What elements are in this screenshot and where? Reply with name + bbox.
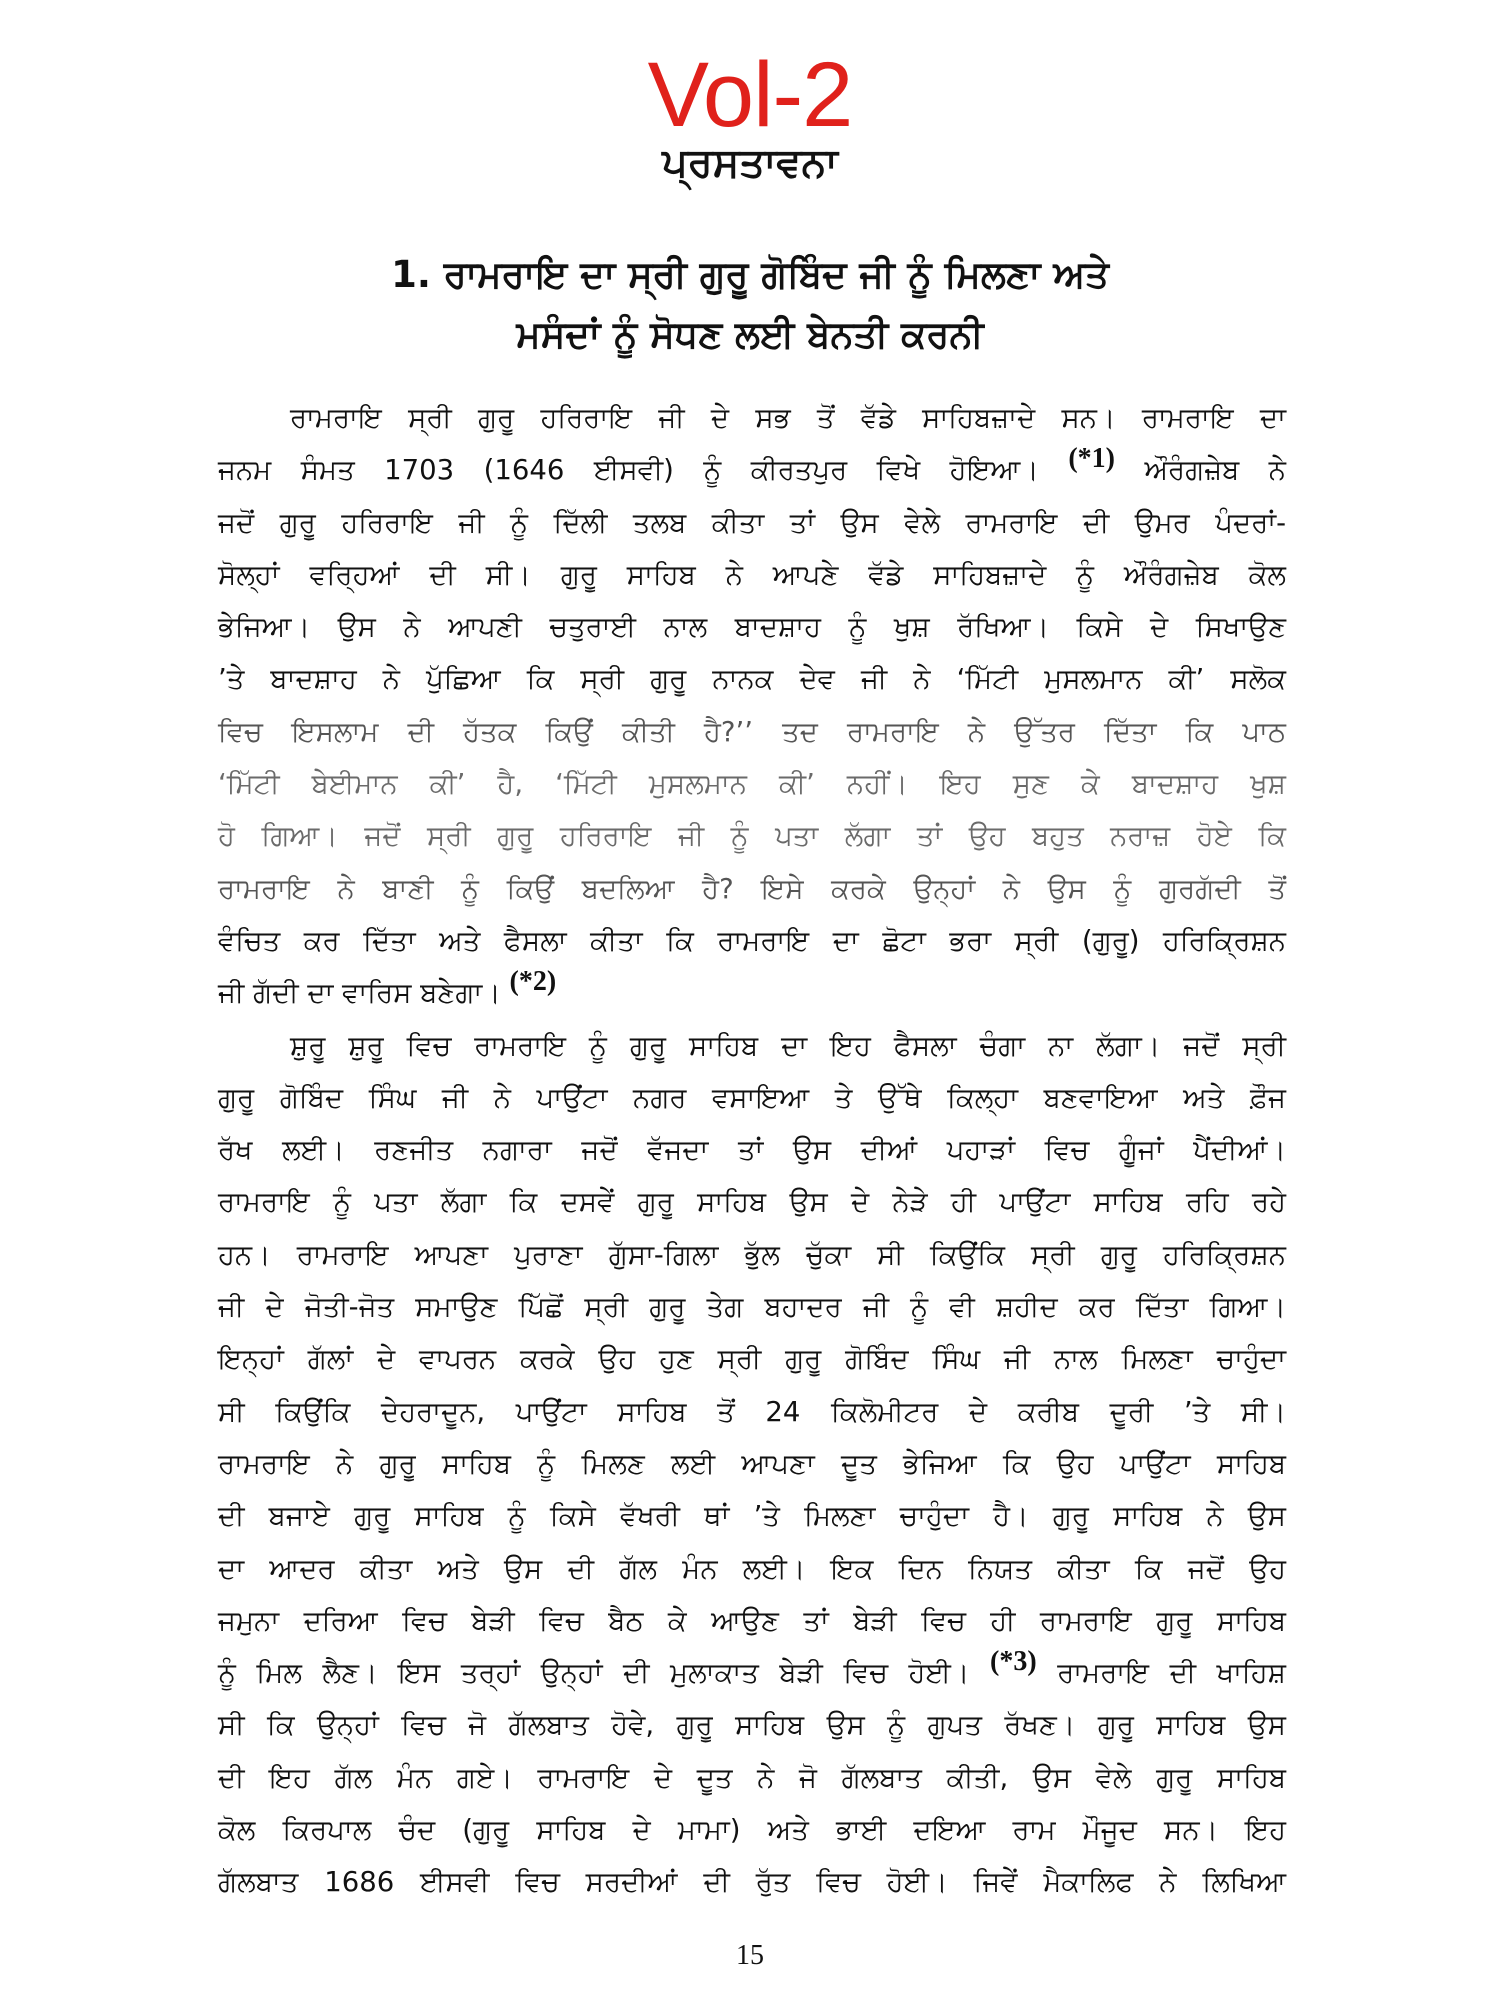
footnote-marker: (*3)	[990, 1646, 1037, 1678]
text-line: ਦੀ ਬਜਾਏ ਗੁਰੂ ਸਾਹਿਬ ਨੂੰ ਕਿਸੇ ਵੱਖਰੀ ਥਾਂ ’ਤੇ ਮਿਲਣਾ ਚਾਹੁੰਦਾ ਹੈ। ਗੁਰੂ ਸਾਹਿਬ ਨੇ ਉਸ	[218, 1500, 1286, 1533]
text-line: ਰਾਮਰਾਇ ਨੇ ਬਾਣੀ ਨੂੰ ਕਿਉਂ ਬਦਲਿਆ ਹੈ? ਇਸੇ ਕਰਕੇ ਉਨ੍ਹਾਂ ਨੇ ਉਸ ਨੂੰ ਗੁਰਗੱਦੀ ਤੋਂ	[218, 872, 1286, 905]
text-line: ਸੀ ਕਿ ਉਨ੍ਹਾਂ ਵਿਚ ਜੋ ਗੱਲਬਾਤ ਹੋਵੇ, ਗੁਰੂ ਸਾਹਿਬ ਉਸ ਨੂੰ ਗੁਪਤ ਰੱਖਣ। ਗੁਰੂ ਸਾਹਿਬ ਉਸ	[218, 1709, 1286, 1742]
text-line: ‘ਮਿੱਟੀ ਬੇਈਮਾਨ ਕੀ’ ਹੈ, ‘ਮਿੱਟੀ ਮੁਸਲਮਾਨ ਕੀ’ ਨਹੀਂ। ਇਹ ਸੁਣ ਕੇ ਬਾਦਸ਼ਾਹ ਖੁਸ਼	[218, 768, 1286, 801]
section-title: ਪ੍ਰਸਤਾਵਨਾ	[662, 140, 838, 186]
text-line: ਨੂੰ ਮਿਲ ਲੈਣ। ਇਸ ਤਰ੍ਹਾਂ ਉਨ੍ਹਾਂ ਦੀ ਮੁਲਾਕਾਤ ਬੇੜੀ ਵਿਚ ਹੋਈ। $^{(*3)}$ ਰਾਮਰਾਇ ਦੀ ਖਾਹਿਸ਼	[218, 1646, 1286, 1690]
text-line: ਗੁਰੂ ਗੋਬਿੰਦ ਸਿੰਘ ਜੀ ਨੇ ਪਾਉਂਟਾ ਨਗਰ ਵਸਾਇਆ ਤੇ ਉੱਥੇ ਕਿਲ੍ਹਾ ਬਣਵਾਇਆ ਅਤੇ ਫ਼ੌਜ	[218, 1081, 1286, 1114]
text-line: ਇਨ੍ਹਾਂ ਗੱਲਾਂ ਦੇ ਵਾਪਰਨ ਕਰਕੇ ਉਹ ਹੁਣ ਸ੍ਰੀ ਗੁਰੂ ਗੋਬਿੰਦ ਸਿੰਘ ਜੀ ਨਾਲ ਮਿਲਣਾ ਚਾਹੁੰਦਾ	[218, 1343, 1286, 1376]
text-line: ਵਿਚ ਇਸਲਾਮ ਦੀ ਹੱਤਕ ਕਿਉਂ ਕੀਤੀ ਹੈ?’’ ਤਦ ਰਾਮਰਾਇ ਨੇ ਉੱਤਰ ਦਿੱਤਾ ਕਿ ਪਾਠ	[218, 715, 1286, 748]
volume-label: Vol-2	[647, 44, 853, 146]
footnote-marker: (*2)	[509, 966, 557, 998]
text-line: ਜਦੋਂ ਗੁਰੂ ਹਰਿਰਾਇ ਜੀ ਨੂੰ ਦਿੱਲੀ ਤਲਬ ਕੀਤਾ ਤਾਂ ਉਸ ਵੇਲੇ ਰਾਮਰਾਇ ਦੀ ਉਮਰ ਪੰਦਰਾਂ-	[218, 506, 1286, 539]
page-number: 15	[736, 1940, 764, 1971]
text-line: ਦਾ ਆਦਰ ਕੀਤਾ ਅਤੇ ਉਸ ਦੀ ਗੱਲ ਮੰਨ ਲਈ। ਇਕ ਦਿਨ ਨਿਯਤ ਕੀਤਾ ਕਿ ਜਦੋਂ ਉਹ	[218, 1552, 1286, 1585]
chapter-title	[300, 245, 1200, 365]
text-line: ਜਮੁਨਾ ਦਰਿਆ ਵਿਚ ਬੇੜੀ ਵਿਚ ਬੈਠ ਕੇ ਆਉਣ ਤਾਂ ਬੇੜੀ ਵਿਚ ਹੀ ਰਾਮਰਾਇ ਗੁਰੂ ਸਾਹਿਬ	[218, 1604, 1286, 1637]
footnote-marker: (*1)	[1068, 443, 1115, 475]
text-line: ਰੱਖ ਲਈ। ਰਣਜੀਤ ਨਗਾਰਾ ਜਦੋਂ ਵੱਜਦਾ ਤਾਂ ਉਸ ਦੀਆਂ ਪਹਾੜਾਂ ਵਿਚ ਗੂੰਜਾਂ ਪੈਂਦੀਆਂ।	[218, 1134, 1286, 1167]
body-text	[218, 392, 1286, 1909]
text-line: ਭੇਜਿਆ। ਉਸ ਨੇ ਆਪਣੀ ਚਤੁਰਾਈ ਨਾਲ ਬਾਦਸ਼ਾਹ ਨੂੰ ਖੁਸ਼ ਰੱਖਿਆ। ਕਿਸੇ ਦੇ ਸਿਖਾਉਣ	[218, 611, 1286, 644]
text-line: ਸੋਲ੍ਹਾਂ ਵਰ੍ਹਿਆਂ ਦੀ ਸੀ। ਗੁਰੂ ਸਾਹਿਬ ਨੇ ਆਪਣੇ ਵੱਡੇ ਸਾਹਿਬਜ਼ਾਦੇ ਨੂੰ ਔਰੰਗਜ਼ੇਬ ਕੋਲ	[218, 558, 1286, 591]
text-line: ਸੀ ਕਿਉਂਕਿ ਦੇਹਰਾਦੂਨ, ਪਾਉਂਟਾ ਸਾਹਿਬ ਤੋਂ 24 ਕਿਲੋਮੀਟਰ ਦੇ ਕਰੀਬ ਦੂਰੀ ’ਤੇ ਸੀ।	[218, 1395, 1286, 1428]
text-line: ਰਾਮਰਾਇ ਸ੍ਰੀ ਗੁਰੂ ਹਰਿਰਾਇ ਜੀ ਦੇ ਸਭ ਤੋਂ ਵੱਡੇ ਸਾਹਿਬਜ਼ਾਦੇ ਸਨ। ਰਾਮਰਾਇ ਦਾ	[290, 402, 1286, 434]
text-line: ਹਨ। ਰਾਮਰਾਇ ਆਪਣਾ ਪੁਰਾਣਾ ਗੁੱਸਾ-ਗਿਲਾ ਭੁੱਲ ਚੁੱਕਾ ਸੀ ਕਿਉਂਕਿ ਸ੍ਰੀ ਗੁਰੂ ਹਰਿਕ੍ਰਿਸ਼ਨ	[218, 1238, 1286, 1271]
text-line: ਕੋਲ ਕਿਰਪਾਲ ਚੰਦ (ਗੁਰੂ ਸਾਹਿਬ ਦੇ ਮਾਮਾ) ਅਤੇ ਭਾਈ ਦਇਆ ਰਾਮ ਮੌਜੂਦ ਸਨ। ਇਹ	[218, 1814, 1286, 1847]
text-line: ਸ਼ੁਰੂ ਸ਼ੁਰੂ ਵਿਚ ਰਾਮਰਾਇ ਨੂੰ ਗੁਰੂ ਸਾਹਿਬ ਦਾ ਇਹ ਫੈਸਲਾ ਚੰਗਾ ਨਾ ਲੱਗਾ। ਜਦੋਂ ਸ੍ਰੀ	[290, 1029, 1286, 1062]
text-line: ਜਨਮ ਸੰਮਤ 1703 (1646 ਈਸਵੀ) ਨੂੰ ਕੀਰਤਪੁਰ ਵਿਖੇ ਹੋਇਆ। $^{(*1)}$ ਔਰੰਗਜ਼ੇਬ ਨੇ	[218, 443, 1286, 487]
text-line: ਦੀ ਇਹ ਗੱਲ ਮੰਨ ਗਏ। ਰਾਮਰਾਇ ਦੇ ਦੂਤ ਨੇ ਜੋ ਗੱਲਬਾਤ ਕੀਤੀ, ਉਸ ਵੇਲੇ ਗੁਰੂ ਸਾਹਿਬ	[218, 1761, 1286, 1794]
text-line: ਜੀ ਦੇ ਜੋਤੀ-ਜੋਤ ਸਮਾਉਣ ਪਿੱਛੋਂ ਸ੍ਰੀ ਗੁਰੂ ਤੇਗ ਬਹਾਦਰ ਜੀ ਨੂੰ ਵੀ ਸ਼ਹੀਦ ਕਰ ਦਿੱਤਾ ਗਿਆ।	[218, 1291, 1286, 1324]
chapter-title-line: 1. ਰਾਮਰਾਇ ਦਾ ਸ੍ਰੀ ਗੁਰੂ ਗੋਬਿੰਦ ਜੀ ਨੂੰ ਮਿਲਣਾ ਅਤੇ	[391, 253, 1109, 296]
text-line: ਵੰਚਿਤ ਕਰ ਦਿੱਤਾ ਅਤੇ ਫੈਸਲਾ ਕੀਤਾ ਕਿ ਰਾਮਰਾਇ ਦਾ ਛੋਟਾ ਭਰਾ ਸ੍ਰੀ (ਗੁਰੂ) ਹਰਿਕ੍ਰਿਸ਼ਨ	[218, 924, 1286, 957]
chapter-title-line: ਮਸੰਦਾਂ ਨੂੰ ਸੋਧਣ ਲਈ ਬੇਨਤੀ ਕਰਨੀ	[516, 313, 984, 356]
text-line: ਹੋ ਗਿਆ। ਜਦੋਂ ਸ੍ਰੀ ਗੁਰੂ ਹਰਿਰਾਇ ਜੀ ਨੂੰ ਪਤਾ ਲੱਗਾ ਤਾਂ ਉਹ ਬਹੁਤ ਨਰਾਜ਼ ਹੋਏ ਕਿ	[218, 820, 1286, 853]
text-line: ਰਾਮਰਾਇ ਨੇ ਗੁਰੂ ਸਾਹਿਬ ਨੂੰ ਮਿਲਣ ਲਈ ਆਪਣਾ ਦੂਤ ਭੇਜਿਆ ਕਿ ਉਹ ਪਾਉਂਟਾ ਸਾਹਿਬ	[218, 1447, 1286, 1480]
text-line: ਰਾਮਰਾਇ ਨੂੰ ਪਤਾ ਲੱਗਾ ਕਿ ਦਸਵੇਂ ਗੁਰੂ ਸਾਹਿਬ ਉਸ ਦੇ ਨੇੜੇ ਹੀ ਪਾਉਂਟਾ ਸਾਹਿਬ ਰਹਿ ਰਹੇ	[218, 1186, 1286, 1219]
text-line: ਜੀ ਗੱਦੀ ਦਾ ਵਾਰਿਸ ਬਣੇਗਾ। $^{(*2)}$	[218, 966, 557, 1010]
text-line: ਗੱਲਬਾਤ 1686 ਈਸਵੀ ਵਿਚ ਸਰਦੀਆਂ ਦੀ ਰੁੱਤ ਵਿਚ ਹੋਈ। ਜਿਵੇਂ ਮੈਕਾਲਿਫ ਨੇ ਲਿਖਿਆ	[218, 1866, 1286, 1899]
paragraph	[218, 392, 1286, 1020]
text-line: ’ਤੇ ਬਾਦਸ਼ਾਹ ਨੇ ਪੁੱਛਿਆ ਕਿ ਸ੍ਰੀ ਗੁਰੂ ਨਾਨਕ ਦੇਵ ਜੀ ਨੇ ‘ਮਿੱਟੀ ਮੁਸਲਮਾਨ ਕੀ’ ਸਲੋਕ	[218, 663, 1286, 696]
paragraph	[218, 1020, 1286, 1909]
